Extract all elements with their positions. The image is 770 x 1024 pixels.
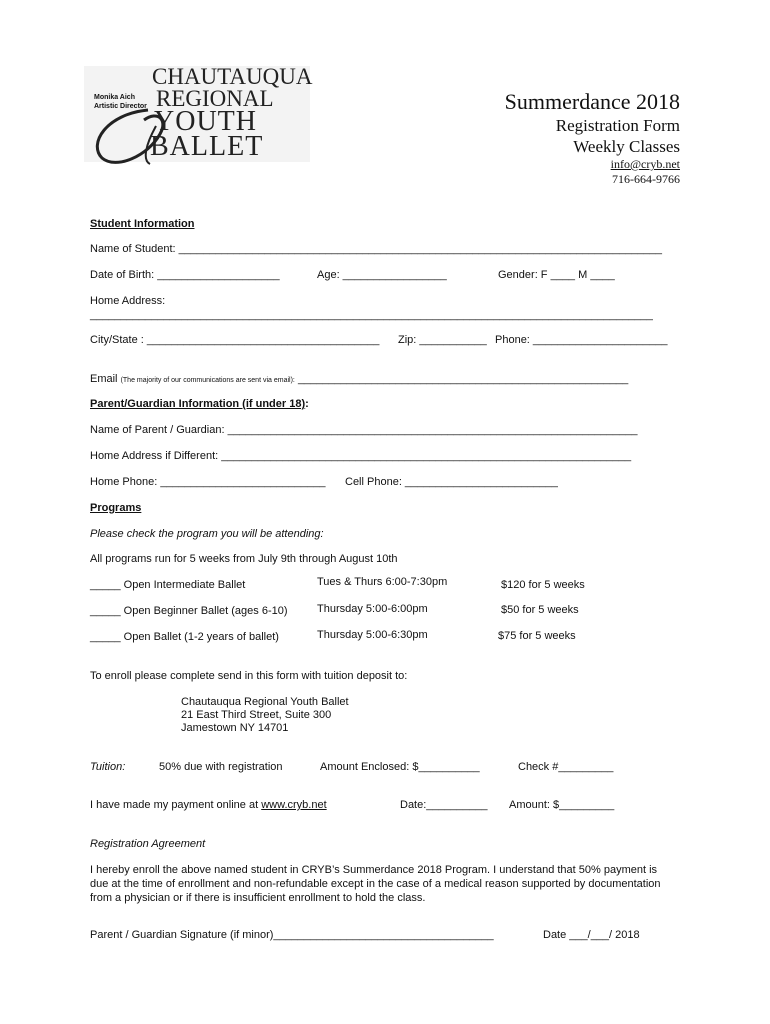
mailing-address-line-1: Chautauqua Regional Youth Ballet [181, 696, 349, 708]
payment-date-field[interactable]: Date:__________ [400, 799, 488, 811]
program-schedule: Tues & Thurs 6:00-7:30pm [317, 576, 448, 588]
city-state-field[interactable]: City/State : ______________________________________ [90, 334, 380, 346]
logo-line-4: BALLET [150, 131, 264, 162]
enroll-instruction: To enroll please complete send in this form with tuition deposit to: [90, 670, 408, 682]
agreement-text-line: from a physician or if there is insufficient enrollment to hold the class. [90, 892, 426, 904]
agreement-text-line: due at the time of enrollment and non-refundable except in the case of a medical reason supported by documentation [90, 878, 661, 890]
logo-line-3: YOUTH [154, 106, 257, 137]
program-beginner-checkbox[interactable]: _____ Open Beginner Ballet (ages 6-10) [90, 605, 288, 617]
logo-line-1: CHAUTAUQUA [152, 64, 313, 89]
email-field[interactable] [90, 373, 628, 385]
dob-field[interactable]: Date of Birth: ____________________ [90, 269, 280, 281]
program-schedule: Thursday 5:00-6:30pm [317, 629, 428, 641]
gender-field[interactable]: Gender: F ____ M ____ [498, 269, 615, 281]
email-line: ______________________________________________________ [297, 373, 629, 385]
email-note: (The majority of our communications are sent via email): [120, 377, 295, 384]
student-heading: Student Information [90, 218, 195, 230]
signature-field[interactable]: Parent / Guardian Signature (if minor)____________________________________ [90, 929, 494, 941]
mailing-address-line-2: 21 East Third Street, Suite 300 [181, 709, 332, 721]
logo-director-name: Monika Aich [94, 94, 135, 101]
zip-field[interactable]: Zip: ___________ [398, 334, 487, 346]
address-field[interactable]: ____________________________________________________________________________________________ [90, 309, 653, 321]
email-label: Email [90, 373, 118, 385]
guardian-name-field[interactable]: Name of Parent / Guardian: ___________________________________________________________________ [90, 424, 638, 436]
program-schedule: Thursday 5:00-6:00pm [317, 603, 428, 615]
contact-phone: 716-664-9766 [612, 172, 680, 186]
guardian-address-field[interactable]: Home Address if Different: ___________________________________________________________________ [90, 450, 632, 462]
contact-email-link[interactable]: info@cryb.net [610, 157, 680, 171]
amount-enclosed-field[interactable]: Amount Enclosed: $__________ [320, 761, 480, 773]
cell-phone-field[interactable]: Cell Phone: _________________________ [345, 476, 558, 488]
tuition-label: Tuition: [90, 761, 126, 773]
guardian-heading-colon: : [305, 398, 309, 410]
form-subtitle-2: Weekly Classes [573, 137, 680, 156]
mailing-address-line-3: Jamestown NY 14701 [181, 722, 289, 734]
programs-dates: All programs run for 5 weeks from July 9th through August 10th [90, 553, 398, 565]
program-open-ballet-checkbox[interactable]: _____ Open Ballet (1-2 years of ballet) [90, 631, 279, 643]
program-price: $50 for 5 weeks [501, 604, 579, 616]
tuition-due: 50% due with registration [159, 761, 283, 773]
agreement-heading: Registration Agreement [90, 838, 206, 850]
programs-heading: Programs [90, 502, 142, 514]
guardian-heading-text: Parent/Guardian Information (if under 18) [90, 398, 306, 410]
website-link[interactable]: www.cryb.net [261, 799, 327, 811]
age-field[interactable]: Age: _________________ [317, 269, 447, 281]
payment-amount-field[interactable]: Amount: $_________ [509, 799, 615, 811]
form-title: Summerdance 2018 [504, 89, 680, 114]
logo-director-title: Artistic Director [94, 103, 147, 110]
guardian-heading [90, 398, 309, 410]
student-name-field[interactable]: Name of Student: _______________________________________________________________________________ [90, 243, 662, 255]
agreement-text-line: I hereby enroll the above named student in CRYB’s Summerdance 2018 Program. I understand that 50% payment is [90, 864, 658, 876]
program-price: $120 for 5 weeks [501, 579, 585, 591]
program-intermediate-checkbox[interactable]: _____ Open Intermediate Ballet [90, 579, 246, 591]
online-payment-text: I have made my payment online at [90, 799, 262, 811]
online-payment-statement [90, 799, 327, 811]
home-phone-field[interactable]: Home Phone: ___________________________ [90, 476, 326, 488]
check-number-field[interactable]: Check #_________ [518, 761, 614, 773]
phone-field[interactable]: Phone: ______________________ [495, 334, 668, 346]
form-subtitle: Registration Form [555, 116, 680, 135]
logo-swash-icon [86, 104, 196, 168]
signature-date-field[interactable]: Date ___/___/ 2018 [543, 929, 640, 941]
programs-instruction: Please check the program you will be attending: [90, 528, 324, 540]
address-label: Home Address: [90, 295, 166, 307]
logo-line-2: REGIONAL [156, 86, 274, 111]
program-price: $75 for 5 weeks [498, 630, 576, 642]
